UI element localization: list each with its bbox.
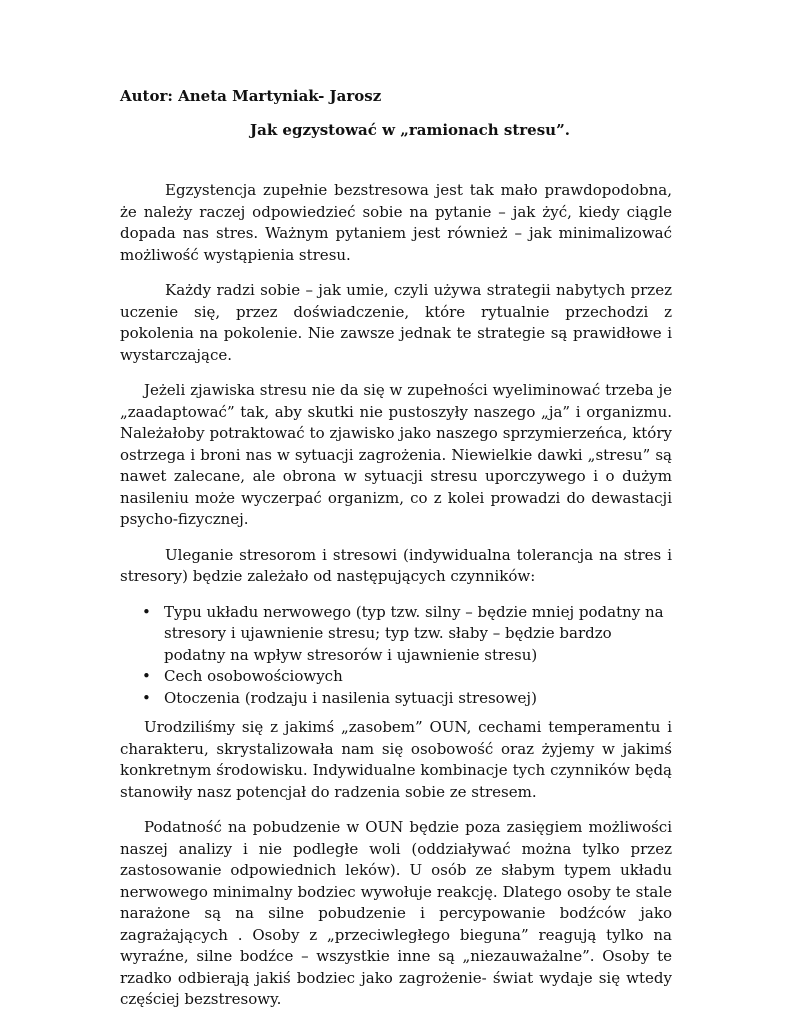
bullet-icon: • xyxy=(142,667,151,685)
paragraph-susceptibility: Podatność na pobudzenie w OUN będzie poza zasięgiem możliwości naszej analizy i nie podległe woli (oddziaływać można tylko przez zastosowanie odpowiednich leków). U osób ze słabym typem układu nerwowego minimalny bodziec wywołuje reakcję. Dlatego osoby te stale narażone są na silne pobudzenie i percypowanie bodźców jako zagrażających . Osoby z „przeciwległego bieguna” reagują tylko na wyraźne, silne bodźce – wszystkie inne są „niezauważalne”. Osoby te rzadko odbierają jakiś bodziec jako zagrożenie- świat wydaje się wtedy częściej bezstresowy. xyxy=(120,818,672,1008)
list-item-text: Cech osobowościowych xyxy=(164,667,343,685)
list-item xyxy=(120,602,672,667)
list-item xyxy=(120,666,672,688)
bullet-icon: • xyxy=(142,602,151,621)
author-line: Autor: Aneta Martyniak- Jarosz xyxy=(120,87,382,105)
bullet-icon: • xyxy=(142,688,151,707)
list-item xyxy=(120,688,672,710)
factors-list xyxy=(120,602,672,710)
paragraph-strategies: Każdy radzi sobie – jak umie, czyli używa strategii nabytych przez uczenie się, przez doświadczenie, które rytualnie przechodzi z pokolenia na pokolenie. Nie zawsze jednak te strategie są prawidłowe i wystarczające. xyxy=(120,281,672,364)
paragraph-resources: Urodziliśmy się z jakimś „zasobem” OUN, cechami temperamentu i charakteru, skrystalizowała nam się osobowość oraz żyjemy w jakimś konkretnym środowisku. Indywidualne kombinacje tych czynników będą stanowiły nasz potencjał do radzenia sobie ze stresem. xyxy=(120,718,672,801)
paragraph-adaptation: Jeżeli zjawiska stresu nie da się w zupełności wyeliminować trzeba je „zaadaptować” tak, aby skutki nie pustoszyły naszego „ja” i organizmu. Należałoby potraktować to zjawisko jako naszego sprzymierzeńca, który ostrzega i broni nas w sytuacji zagrożenia. Niewielkie dawki „stresu” są nawet zalecane, ale obrona w sytuacji stresu uporczywego i o dużym nasileniu może wyczerpać organizm, co z kolei prowadzi do dewastacji psycho-fizycznej. xyxy=(120,381,672,528)
document-title: Jak egzystować w „ramionach stresu”. xyxy=(250,121,570,139)
paragraph-factors-intro: Uleganie stresorom i stresowi (indywidualna tolerancja na stres i stresory) będzie zależało od następujących czynników: xyxy=(120,545,672,585)
document-body xyxy=(120,180,672,1025)
paragraph-intro: Egzystencja zupełnie bezstresowa jest tak mało prawdopodobna, że należy raczej odpowiedzieć sobie na pytanie – jak żyć, kiedy ciągle dopada nas stres. Ważnym pytaniem jest również – jak minimalizować możliwość wystąpienia stresu. xyxy=(120,181,672,264)
list-item-text: Otoczenia (rodzaju i nasilenia sytuacji stresowej) xyxy=(164,688,537,707)
list-item-text: Typu układu nerwowego (typ tzw. silny – będzie mniej podatny na stresory i ujawnienie stresu; typ tzw. słaby – będzie bardzo podatny na wpływ stresorów i ujawnienie stresu) xyxy=(164,602,664,664)
